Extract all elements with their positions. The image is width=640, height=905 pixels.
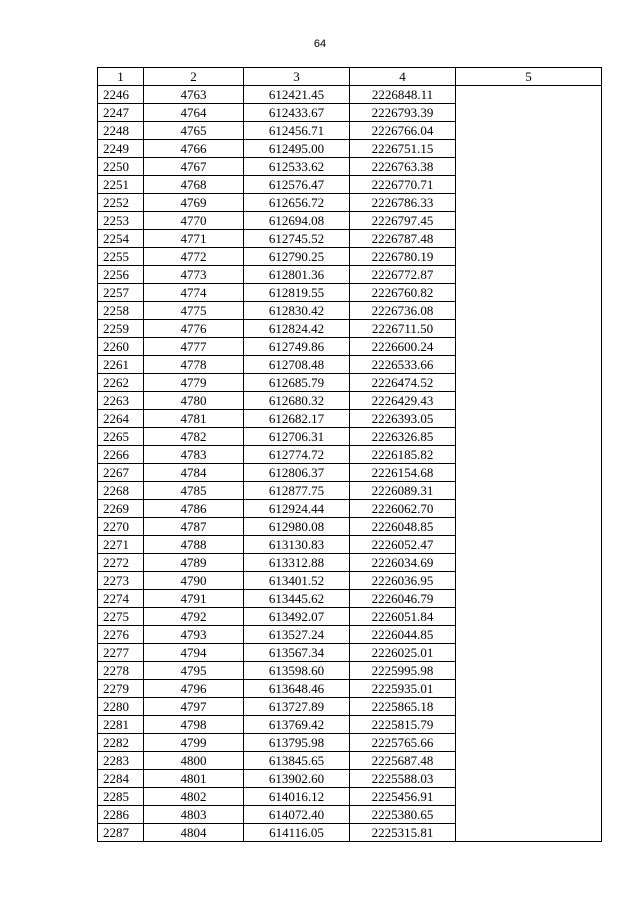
coord-x-cell: 612745.52: [244, 230, 350, 248]
coord-y-cell: 2226760.82: [350, 284, 456, 302]
coord-y-cell: 2226751.15: [350, 140, 456, 158]
row-number-cell: 2248: [98, 122, 144, 140]
coord-y-cell: 2225588.03: [350, 770, 456, 788]
point-number-cell: 4763: [144, 86, 244, 104]
coord-x-cell: 613445.62: [244, 590, 350, 608]
row-number-cell: 2249: [98, 140, 144, 158]
point-number-cell: 4798: [144, 716, 244, 734]
coord-x-cell: 613845.65: [244, 752, 350, 770]
row-number-cell: 2274: [98, 590, 144, 608]
row-number-cell: 2269: [98, 500, 144, 518]
row-number-cell: 2285: [98, 788, 144, 806]
row-number-cell: 2284: [98, 770, 144, 788]
coord-x-cell: 612774.72: [244, 446, 350, 464]
point-number-cell: 4799: [144, 734, 244, 752]
coord-y-cell: 2225935.01: [350, 680, 456, 698]
coord-x-cell: 614016.12: [244, 788, 350, 806]
point-number-cell: 4780: [144, 392, 244, 410]
header-col-2: 2: [144, 68, 244, 86]
point-number-cell: 4796: [144, 680, 244, 698]
row-number-cell: 2266: [98, 446, 144, 464]
row-number-cell: 2259: [98, 320, 144, 338]
point-number-cell: 4803: [144, 806, 244, 824]
coord-x-cell: 612819.55: [244, 284, 350, 302]
coord-x-cell: 612694.08: [244, 212, 350, 230]
coord-x-cell: 613598.60: [244, 662, 350, 680]
coord-x-cell: 612806.37: [244, 464, 350, 482]
point-number-cell: 4772: [144, 248, 244, 266]
point-number-cell: 4792: [144, 608, 244, 626]
header-col-4: 4: [350, 68, 456, 86]
row-number-cell: 2256: [98, 266, 144, 284]
row-number-cell: 2273: [98, 572, 144, 590]
row-number-cell: 2268: [98, 482, 144, 500]
point-number-cell: 4768: [144, 176, 244, 194]
point-number-cell: 4774: [144, 284, 244, 302]
point-number-cell: 4765: [144, 122, 244, 140]
row-number-cell: 2246: [98, 86, 144, 104]
row-number-cell: 2287: [98, 824, 144, 842]
coord-y-cell: 2225995.98: [350, 662, 456, 680]
coord-y-cell: 2225687.48: [350, 752, 456, 770]
coord-x-cell: 612456.71: [244, 122, 350, 140]
row-number-cell: 2280: [98, 698, 144, 716]
coord-y-cell: 2226154.68: [350, 464, 456, 482]
table-row: [98, 86, 602, 104]
coord-x-cell: 612830.42: [244, 302, 350, 320]
coord-x-cell: 612980.08: [244, 518, 350, 536]
point-number-cell: 4783: [144, 446, 244, 464]
coord-x-cell: 612708.48: [244, 356, 350, 374]
coord-x-cell: 613527.24: [244, 626, 350, 644]
row-number-cell: 2282: [98, 734, 144, 752]
coord-y-cell: 2226786.33: [350, 194, 456, 212]
point-number-cell: 4791: [144, 590, 244, 608]
coord-y-cell: 2226393.05: [350, 410, 456, 428]
coord-y-cell: 2226787.48: [350, 230, 456, 248]
coord-y-cell: 2225815.79: [350, 716, 456, 734]
coord-x-cell: 613727.89: [244, 698, 350, 716]
coord-y-cell: 2226036.95: [350, 572, 456, 590]
point-number-cell: 4777: [144, 338, 244, 356]
coord-y-cell: 2226600.24: [350, 338, 456, 356]
row-number-cell: 2263: [98, 392, 144, 410]
coord-y-cell: 2226044.85: [350, 626, 456, 644]
point-number-cell: 4785: [144, 482, 244, 500]
coord-y-cell: 2226062.70: [350, 500, 456, 518]
header-col-5: 5: [456, 68, 602, 86]
row-number-cell: 2286: [98, 806, 144, 824]
row-number-cell: 2281: [98, 716, 144, 734]
coord-y-cell: 2226533.66: [350, 356, 456, 374]
point-number-cell: 4797: [144, 698, 244, 716]
coord-y-cell: 2226474.52: [350, 374, 456, 392]
row-number-cell: 2271: [98, 536, 144, 554]
row-number-cell: 2270: [98, 518, 144, 536]
coord-x-cell: 613312.88: [244, 554, 350, 572]
coord-y-cell: 2226766.04: [350, 122, 456, 140]
coord-x-cell: 612801.36: [244, 266, 350, 284]
row-number-cell: 2278: [98, 662, 144, 680]
row-number-cell: 2283: [98, 752, 144, 770]
coord-y-cell: 2225315.81: [350, 824, 456, 842]
header-col-3: 3: [244, 68, 350, 86]
row-number-cell: 2254: [98, 230, 144, 248]
coord-x-cell: 614072.40: [244, 806, 350, 824]
point-number-cell: 4770: [144, 212, 244, 230]
coord-y-cell: 2226429.43: [350, 392, 456, 410]
coord-y-cell: 2225765.66: [350, 734, 456, 752]
coord-y-cell: 2226711.50: [350, 320, 456, 338]
row-number-cell: 2279: [98, 680, 144, 698]
coord-x-cell: 612495.00: [244, 140, 350, 158]
coord-x-cell: 612824.42: [244, 320, 350, 338]
page-number: 64: [313, 38, 327, 50]
coord-y-cell: 2226034.69: [350, 554, 456, 572]
row-number-cell: 2260: [98, 338, 144, 356]
point-number-cell: 4775: [144, 302, 244, 320]
table-body: [98, 86, 602, 842]
point-number-cell: 4800: [144, 752, 244, 770]
coord-y-cell: 2226793.39: [350, 104, 456, 122]
coord-x-cell: 612421.45: [244, 86, 350, 104]
point-number-cell: 4779: [144, 374, 244, 392]
coord-x-cell: 612749.86: [244, 338, 350, 356]
coord-y-cell: 2225456.91: [350, 788, 456, 806]
coord-y-cell: 2226046.79: [350, 590, 456, 608]
coord-y-cell: 2226048.85: [350, 518, 456, 536]
point-number-cell: 4771: [144, 230, 244, 248]
row-number-cell: 2251: [98, 176, 144, 194]
row-number-cell: 2250: [98, 158, 144, 176]
point-number-cell: 4804: [144, 824, 244, 842]
point-number-cell: 4778: [144, 356, 244, 374]
coord-y-cell: 2226052.47: [350, 536, 456, 554]
coord-x-cell: 612790.25: [244, 248, 350, 266]
row-number-cell: 2267: [98, 464, 144, 482]
column-5-note-cell: [456, 86, 602, 842]
point-number-cell: 4802: [144, 788, 244, 806]
coord-x-cell: 612685.79: [244, 374, 350, 392]
point-number-cell: 4789: [144, 554, 244, 572]
coord-x-cell: 613795.98: [244, 734, 350, 752]
coord-x-cell: 612433.67: [244, 104, 350, 122]
point-number-cell: 4801: [144, 770, 244, 788]
row-number-cell: 2258: [98, 302, 144, 320]
point-number-cell: 4784: [144, 464, 244, 482]
coord-x-cell: 612656.72: [244, 194, 350, 212]
coord-x-cell: 612682.17: [244, 410, 350, 428]
coord-x-cell: 613902.60: [244, 770, 350, 788]
point-number-cell: 4769: [144, 194, 244, 212]
point-number-cell: 4766: [144, 140, 244, 158]
row-number-cell: 2252: [98, 194, 144, 212]
coord-x-cell: 613769.42: [244, 716, 350, 734]
row-number-cell: 2276: [98, 626, 144, 644]
point-number-cell: 4787: [144, 518, 244, 536]
point-number-cell: 4788: [144, 536, 244, 554]
row-number-cell: 2253: [98, 212, 144, 230]
point-number-cell: 4764: [144, 104, 244, 122]
point-number-cell: 4781: [144, 410, 244, 428]
coord-y-cell: 2226772.87: [350, 266, 456, 284]
row-number-cell: 2255: [98, 248, 144, 266]
row-number-cell: 2247: [98, 104, 144, 122]
coord-y-cell: 2226763.38: [350, 158, 456, 176]
coord-y-cell: 2226780.19: [350, 248, 456, 266]
header-col-1: 1: [98, 68, 144, 86]
point-number-cell: 4795: [144, 662, 244, 680]
coord-y-cell: 2226848.11: [350, 86, 456, 104]
coord-y-cell: 2226051.84: [350, 608, 456, 626]
point-number-cell: 4793: [144, 626, 244, 644]
coord-y-cell: 2226326.85: [350, 428, 456, 446]
point-number-cell: 4782: [144, 428, 244, 446]
point-number-cell: 4773: [144, 266, 244, 284]
coord-x-cell: 613401.52: [244, 572, 350, 590]
point-number-cell: 4794: [144, 644, 244, 662]
coord-x-cell: 612706.31: [244, 428, 350, 446]
point-number-cell: 4786: [144, 500, 244, 518]
coord-x-cell: 613130.83: [244, 536, 350, 554]
coord-y-cell: 2226025.01: [350, 644, 456, 662]
coord-y-cell: 2226770.71: [350, 176, 456, 194]
row-number-cell: 2272: [98, 554, 144, 572]
row-number-cell: 2277: [98, 644, 144, 662]
point-number-cell: 4776: [144, 320, 244, 338]
coord-x-cell: 613648.46: [244, 680, 350, 698]
coord-x-cell: 612877.75: [244, 482, 350, 500]
coord-y-cell: 2226089.31: [350, 482, 456, 500]
point-number-cell: 4790: [144, 572, 244, 590]
row-number-cell: 2262: [98, 374, 144, 392]
coord-y-cell: 2226185.82: [350, 446, 456, 464]
row-number-cell: 2261: [98, 356, 144, 374]
coord-y-cell: 2225865.18: [350, 698, 456, 716]
row-number-cell: 2275: [98, 608, 144, 626]
coord-y-cell: 2225380.65: [350, 806, 456, 824]
coord-y-cell: 2226797.45: [350, 212, 456, 230]
coord-x-cell: 613492.07: [244, 608, 350, 626]
row-number-cell: 2257: [98, 284, 144, 302]
table-header-row: [98, 68, 602, 86]
coord-x-cell: 612533.62: [244, 158, 350, 176]
coordinates-table: [97, 67, 602, 842]
coord-x-cell: 612924.44: [244, 500, 350, 518]
coord-x-cell: 612576.47: [244, 176, 350, 194]
coord-x-cell: 612680.32: [244, 392, 350, 410]
row-number-cell: 2264: [98, 410, 144, 428]
coord-x-cell: 614116.05: [244, 824, 350, 842]
coord-y-cell: 2226736.08: [350, 302, 456, 320]
row-number-cell: 2265: [98, 428, 144, 446]
point-number-cell: 4767: [144, 158, 244, 176]
coord-x-cell: 613567.34: [244, 644, 350, 662]
